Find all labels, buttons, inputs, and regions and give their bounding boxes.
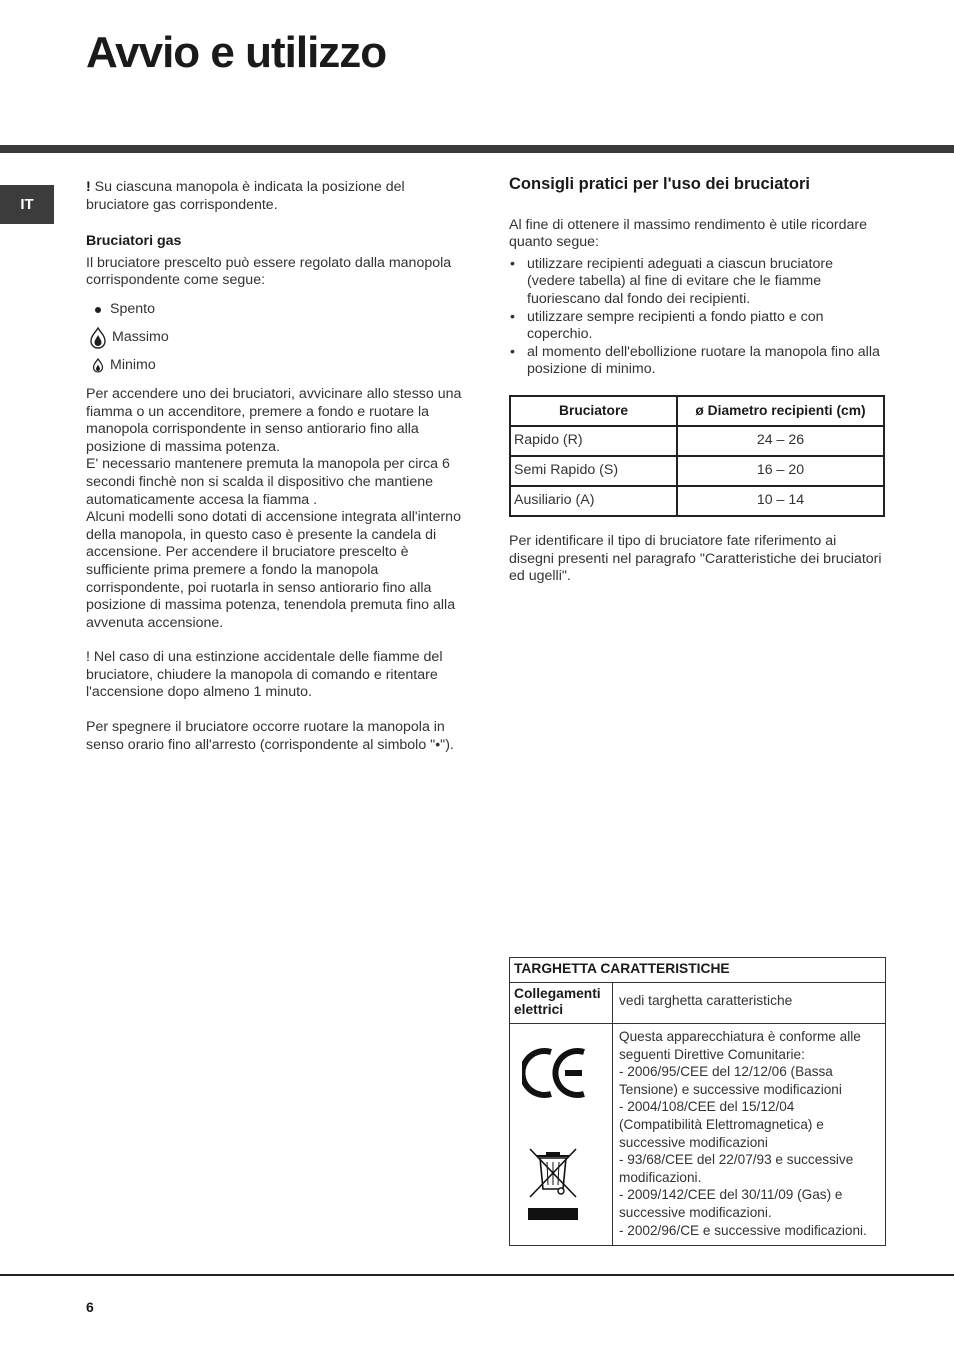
dot-icon — [86, 306, 110, 314]
flame-out-warning: ! Nel caso di una estinzione accidentale delle fiamme del bruciatore, chiudere la manopola di comando e ritentare l'accensione dopo almeno 1 minuto. — [86, 649, 443, 701]
tips-intro: Al fine di ottenere il massimo rendimento è utile ricordare quanto segue: — [509, 216, 868, 251]
list-item: • utilizzare recipienti adeguati a ciascun bruciatore (vedere tabella) al fine di evitare che le fiamme fuoriescano dal fondo dei recipienti. — [509, 256, 885, 309]
note-text: Su ciascuna manopola è indicata la posizione del bruciatore gas corrispondente. — [86, 179, 405, 213]
page-number: 6 — [86, 1299, 94, 1315]
table-header-row — [510, 396, 884, 426]
integrated-ignition-paragraph: Alcuni modelli sono dotati di accensione integrata all'interno della manopola, in questo caso è presente la candela di accensione. Per accendere il bruciatore prescelto è sufficiente prima premere a fondo la manopola corrispondente, poi ruotarla in senso antiorario fino alla posizione di massima potenza, tenendola premuta fino alla avvenuta accensione. — [86, 509, 461, 631]
note-mark: ! — [86, 179, 91, 195]
table-row — [510, 426, 884, 456]
section-title: Consigli pratici per l'uso dei bruciatori — [509, 175, 810, 193]
directive-item: - 2006/95/CEE del 12/12/06 (Bassa Tensione) e successive modificazioni — [619, 1064, 842, 1097]
symbol-min — [86, 352, 466, 380]
switch-off-paragraph: Per spegnere il bruciatore occorre ruotare la manopola in senso orario fino all'arresto (corrispondente al simbolo "•"). — [86, 719, 454, 753]
footer-rule — [0, 1274, 954, 1276]
plate-title-row — [510, 958, 886, 983]
flame-large-icon — [86, 327, 110, 349]
language-tab: IT — [0, 185, 54, 224]
ignition-paragraph: Per accendere uno dei bruciatori, avvicinare allo stesso una fiamma o un accenditore, premere a fondo e ruotare la manopola corrispondente in senso antiorario fino alla posizione di massima potenza. — [86, 385, 462, 455]
rating-plate-table — [509, 957, 886, 1246]
ce-mark-logo — [522, 1044, 588, 1103]
symbol-off-label: Spento — [110, 301, 155, 318]
plate-logos-cell — [510, 1024, 613, 1246]
table-cell: 10 – 14 — [677, 486, 884, 516]
table-cell: Semi Rapido (S) — [510, 456, 677, 486]
directive-item: - 2009/142/CEE del 30/11/09 (Gas) e successive modificazioni. — [619, 1187, 843, 1220]
table-cell: 16 – 20 — [677, 456, 884, 486]
page-title: Avvio e utilizzo — [86, 28, 387, 77]
directive-item: - 2004/108/CEE del 15/12/04 (Compatibilità Elettromagnetica) e successive modificazioni — [619, 1099, 824, 1150]
crossed-out-bin-icon — [528, 1147, 578, 1224]
connection-label: Collegamenti elettrici — [510, 983, 613, 1024]
directives-text — [613, 1024, 886, 1246]
plate-directives-row — [510, 1024, 886, 1246]
table-cell: Ausiliario (A) — [510, 486, 677, 516]
symbol-max-label: Massimo — [112, 329, 169, 346]
gas-burners-heading: Bruciatori gas — [86, 233, 182, 250]
flame-small-icon — [86, 358, 110, 373]
symbol-max — [86, 324, 466, 352]
table-cell: Rapido (R) — [510, 426, 677, 456]
symbol-min-label: Minimo — [110, 357, 156, 374]
symbol-off — [86, 296, 466, 324]
table-cell: 24 – 26 — [677, 426, 884, 456]
table-row — [510, 486, 884, 516]
burner-identification-note: Per identificare il tipo di bruciatore fate riferimento ai disegni presenti nel paragrafo "Caratteristiche dei bruciatori ed ugelli". — [509, 532, 882, 585]
directive-item: - 2002/96/CE e successive modificazioni. — [619, 1222, 867, 1238]
table-row — [510, 456, 884, 486]
burner-diameter-table — [509, 395, 885, 517]
gas-burners-intro: Il bruciatore prescelto può essere regolato dalla manopola corrispondente come segue: — [86, 254, 452, 289]
header-rule — [0, 145, 954, 153]
column-header-burner: Bruciatore — [510, 396, 677, 426]
directives-intro: Questa apparecchiatura è conforme alle seguenti Direttive Comunitarie: — [619, 1029, 861, 1062]
hold-knob-paragraph: E' necessario mantenere premuta la manopola per circa 6 secondi finchè non si scalda il dispositivo che mantiene automaticamente accesa la fiamma . — [86, 456, 450, 508]
tips-list — [509, 256, 885, 379]
column-header-diameter: ø Diametro recipienti (cm) — [677, 396, 884, 426]
connection-value: vedi targhetta caratteristiche — [613, 983, 886, 1024]
plate-connection-row — [510, 983, 886, 1024]
right-column — [509, 176, 885, 586]
directive-item: - 93/68/CEE del 22/07/93 e successive modificazioni. — [619, 1152, 854, 1185]
list-item: • utilizzare sempre recipienti a fondo piatto e con coperchio. — [509, 309, 885, 344]
knob-symbol-list — [86, 296, 466, 380]
plate-title: TARGHETTA CARATTERISTICHE — [510, 958, 886, 983]
knob-note — [86, 179, 466, 214]
left-column — [86, 179, 466, 754]
list-item: • al momento dell'ebollizione ruotare la manopola fino alla posizione di minimo. — [509, 344, 885, 379]
